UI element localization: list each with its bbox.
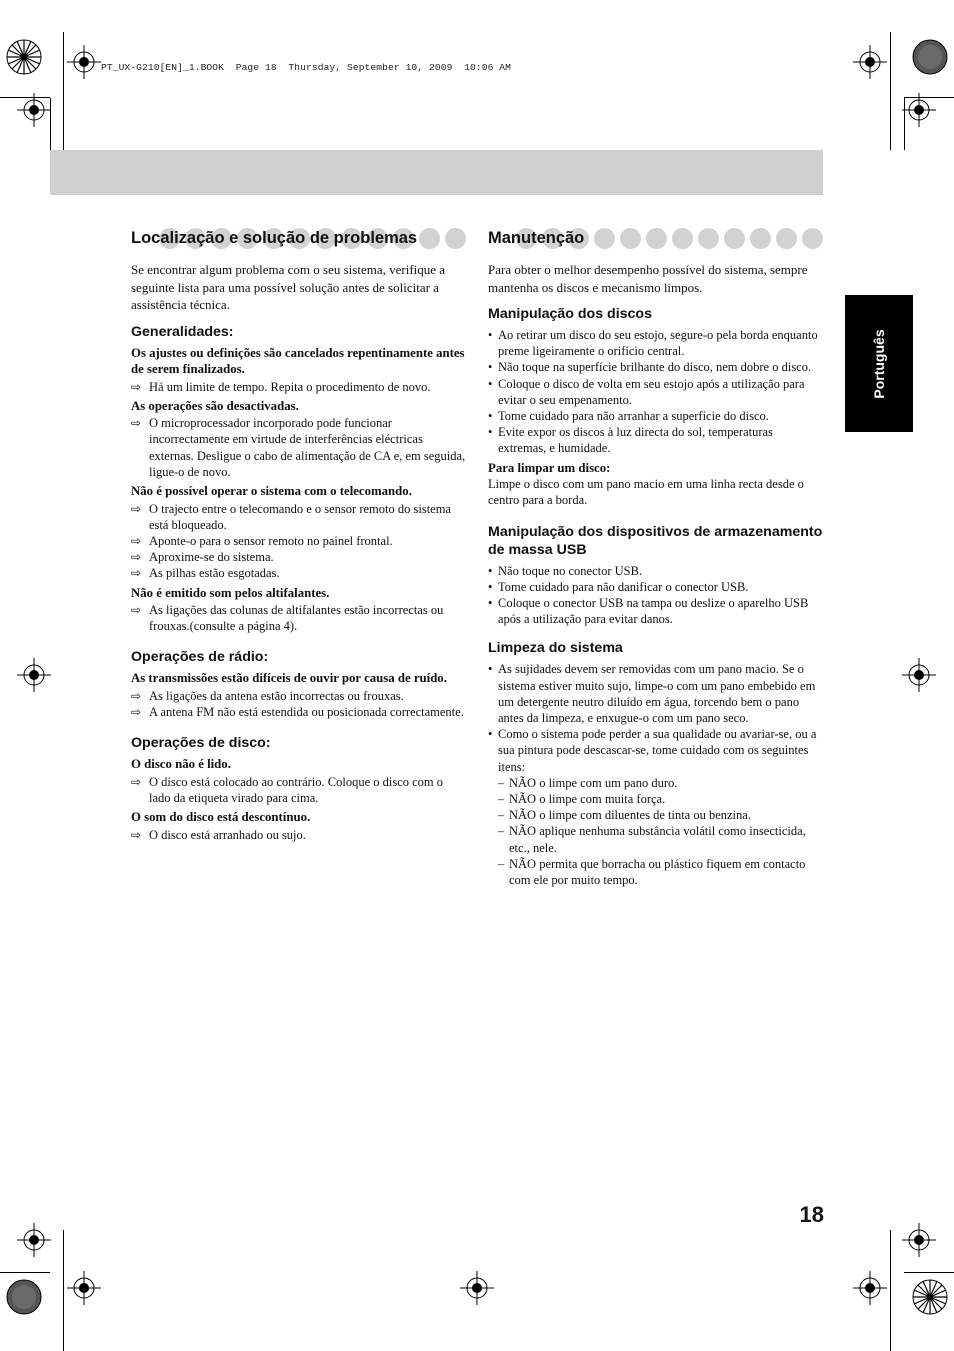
usb-list [488,563,823,628]
problem-question: O som do disco está descontínuo. [131,810,311,825]
registration-target-icon [902,1223,936,1257]
list-item: • Evite expor os discos à luz directa do sol, temperaturas extremas, e humidade. [488,424,823,456]
section-heading-disc: Operações de disco: [131,735,271,752]
problem-answer: ⇨ Aproxime-se do sistema. [131,550,274,565]
registration-target-icon [17,1223,51,1257]
arrow-right-icon: ⇨ [131,774,142,789]
problem-answer: ⇨ O trajecto entre o telecomando e o sensor remoto do sistema está bloqueado. [131,501,451,532]
registration-target-icon [853,1271,887,1305]
problem-answer: ⇨ Aponte-o para o sensor remoto no painel frontal. [131,533,393,548]
print-header: PT_UX-G210[EN]_1.BOOK Page 18 Thursday, September 10, 2009 10:06 AM [101,62,512,73]
problem-question: Os ajustes ou definições são cancelados repentinamente antes de serem finalizados. [131,345,465,376]
language-tab [845,295,913,432]
problem-answer: ⇨ O disco está colocado ao contrário. Coloque o disco com o lado da etiqueta virado para cima. [131,774,444,806]
problem-answer: ⇨ As ligações das colunas de altifalantes estão incorrectas ou frouxas.(consulte a página 4). [131,603,444,634]
grey-circle-icon [911,38,949,76]
crop-mark [890,1230,891,1351]
arrow-right-icon: ⇨ [131,501,142,516]
system-list [488,661,823,774]
crop-mark [890,32,891,150]
section-heading-discs: Manipulação dos discos [488,306,652,322]
registration-target-icon [17,93,51,127]
problem-question: Não é possível operar o sistema com o telecomando. [131,484,412,499]
crop-mark [63,1230,64,1351]
troubleshooting-column [131,226,466,843]
color-wheel-icon [5,38,43,76]
list-item: – NÃO aplique nenhuma substância volátil como insecticida, etc., nele. [488,823,823,855]
arrow-right-icon: ⇨ [131,566,142,581]
section-heading-general: Generalidades: [131,323,234,340]
crop-mark [904,1272,954,1273]
problem-question: O disco não é lido. [131,757,231,772]
registration-target-icon [17,658,51,692]
list-item: – NÃO o limpe com diluentes de tinta ou benzina. [488,807,823,823]
list-item: • Não toque no conector USB. [488,563,823,579]
registration-target-icon [902,93,936,127]
color-wheel-icon [911,1278,949,1316]
list-item: • As sujidades devem ser removidas com um pano macio. Se o sistema estiver muito sujo, limpe-o com um pano embebido em um detergente neutro diluído em água, torcendo bem o pano antes da limpeza, e enxugue-o com um pano seco. [488,661,823,726]
maintenance-title: Manutenção [488,229,585,247]
troubleshooting-title: Localização e solução de problemas [131,229,418,247]
registration-target-icon [67,45,101,79]
list-item: – NÃO permita que borracha ou plástico fiquem em contacto com ele por muito tempo. [488,856,823,888]
list-item: • Não toque na superfície brilhante do disco, nem dobre o disco. [488,359,823,375]
list-item: • Coloque o conector USB na tampa ou deslize o aparelho USB após a utilização para evitar danos. [488,595,823,627]
header-band [50,150,823,195]
list-item: • Tome cuidado para não danificar o conector USB. [488,579,823,595]
maintenance-column [488,226,823,888]
problem-answer: ⇨ O microprocessador incorporado pode funcionar incorrectamente em virtude de interferências eléctricas externas. Desligue o cabo de alimentação de CA e, em seguida, ligue-o de novo. [131,416,466,479]
problem-answer: ⇨ As ligações da antena estão incorrectas ou frouxas. [131,688,404,703]
problem-answer: ⇨ A antena FM não está estendida ou posicionada correctamente. [131,705,464,720]
list-item: – NÃO o limpe com muita força. [488,791,823,807]
registration-target-icon [460,1271,494,1305]
troubleshooting-intro: Se encontrar algum problema com o seu sistema, verifique a seguinte lista para uma possível solução antes de solicitar a assistência técnica. [131,262,446,312]
registration-target-icon [853,45,887,79]
registration-target-icon [67,1271,101,1305]
arrow-right-icon: ⇨ [131,705,142,720]
section-heading-usb: Manipulação dos dispositivos de armazenamento de massa USB [488,523,823,558]
crop-mark [63,32,64,150]
discs-list [488,327,823,457]
language-tab-label: Português [871,328,887,399]
arrow-right-icon: ⇨ [131,550,142,565]
list-item: • Como o sistema pode perder a sua qualidade ou avariar-se, ou a sua pintura pode descascar-se, tome cuidado com os seguintes itens: [488,726,823,775]
page-number: 18 [799,1202,824,1227]
arrow-right-icon: ⇨ [131,688,142,703]
problem-answer: ⇨ Há um limite de tempo. Repita o procedimento de novo. [131,379,431,394]
problem-answer: ⇨ O disco está arranhado ou sujo. [131,827,306,842]
arrow-right-icon: ⇨ [131,603,142,618]
clean-disc-text: Limpe o disco com um pano macio em uma linha recta desde o centro para a borda. [488,477,804,508]
problem-question: Não é emitido som pelos altifalantes. [131,585,330,600]
maintenance-header [488,226,823,252]
problem-question: As transmissões estão difíceis de ouvir por causa de ruído. [131,671,447,686]
list-item: • Ao retirar um disco do seu estojo, segure-o pela borda enquanto preme ligeiramente o orifício central. [488,327,823,359]
arrow-right-icon: ⇨ [131,379,142,394]
section-heading-radio: Operações de rádio: [131,649,269,666]
problem-answer: ⇨ As pilhas estão esgotadas. [131,566,280,581]
grey-circle-icon [5,1278,43,1316]
list-item: – NÃO o limpe com um pano duro. [488,775,823,791]
maintenance-intro: Para obter o melhor desempenho possível do sistema, sempre mantenha os discos e mecanismo limpos. [488,262,808,295]
crop-mark [0,1272,50,1273]
section-heading-system: Limpeza do sistema [488,640,623,657]
arrow-right-icon: ⇨ [131,533,142,548]
list-item: • Coloque o disco de volta em seu estojo após a utilização para evitar o seu empenamento. [488,376,823,408]
problem-question: As operações são desactivadas. [131,398,299,413]
troubleshooting-header [131,226,466,252]
system-dash-list [488,775,823,888]
registration-target-icon [902,658,936,692]
arrow-right-icon: ⇨ [131,416,142,431]
arrow-right-icon: ⇨ [131,827,142,842]
list-item: • Tome cuidado para não arranhar a superfície do disco. [488,408,823,424]
clean-disc-label: Para limpar um disco: [488,460,611,475]
